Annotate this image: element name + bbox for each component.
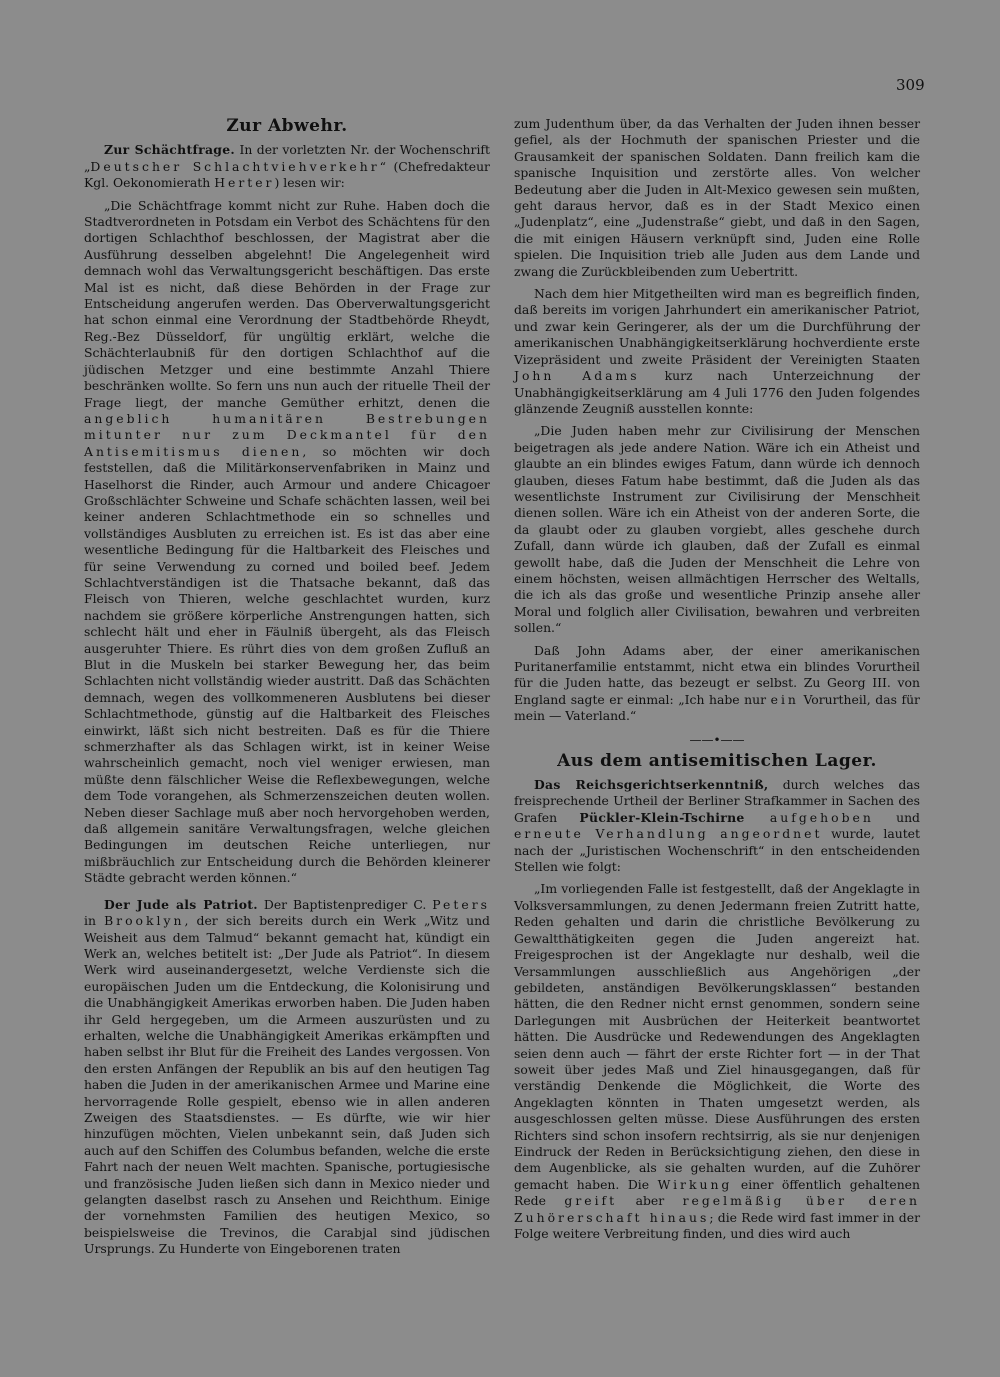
paragraph-urteil-quote: „Im vorliegenden Falle ist festgestellt, daß der Angeklagte in Volksversammlungen, zu denen Jedermann freien Zutritt hatte, Reden gehalten und darin die christliche Bevölkerung zu Gewaltthätigkeiten gegen die Juden angereizt hat. Freigesprochen ist der Angeklagte nur deshalb, weil die Versammlungen ausschließlich aus Angehörigen „der gebildeten, anständigen Bevölkerungsklassen“ bestanden hätten, die den Redner nicht ernst genommen, sondern seine Darlegungen mit Ausbrüchen der Heiterkeit beantwortet hätten. Die Ausdrücke und Redewendungen des Angeklagten seien denn auch — fährt der erste Richter fort — in der That soweit über jedes Maß und Ziel hinausgegangen, daß für verständig Denkende die Möglichkeit, die Worte des Angeklagten könnten in Thaten umgesetzt werden, als ausgeschlossen gelten müsse. Diese Ausführungen des ersten Richters sind schon insofern rechtsirrig, als sie nur denjenigen Eindruck der Reden in Berücksichtigung ziehen, den diese in dem Augenblicke, als sie gehalten wurden, auf die Zuhörer gemacht haben. Die Wirkung einer öffentlich gehaltenen Rede greift aber regelmäßig über deren Zuhörerschaft hinaus; die Rede wird fast immer in der Folge weitere Verbreitung finden, und dies wird auch <box>514 881 920 1241</box>
article-schaechtfrage-quote: „Die Schächtfrage kommt nicht zur Ruhe. Haben doch die Stadtverordneten in Potsdam ein Verbot des Schächtens für den dortigen Schlachthof beschlossen, der Magistrat aber die Ausführung desselben abgelehnt! Die Angelegenheit wird demnach wohl das Verwaltungsgericht beschäftigen. Das erste Mal ist es nicht, daß diese Behörden in der Frage zur Entscheidung angerufen werden. Das Oberverwaltungsgericht hat schon einmal eine Verordnung der Stadtbehörde Rheydt, Reg.-Bez Düsseldorf, für ungültig erklärt, welche die Schächterlaubniß für den dortigen Schlachthof auf die jüdischen Metzger und eine bestimmte Anzahl Thiere beschränken wollte. So fern uns nun auch der rituelle Theil der Frage liegt, der manche Gemüther erhitzt, denen die angeblich humanitären Bestrebungen mitunter nur zum Deckmantel für den Antisemitismus dienen, so möchten wir doch feststellen, daß die Militärkonservenfabriken in Mainz und Haselhorst die Rinder, auch Armour und andere Chicagoer Großschlächter Schweine und Schafe schächten lassen, weil bei keiner anderen Schlachtmethode ein so schnelles und vollständiges Ausbluten zu erreichen ist. Es ist das aber eine wesentliche Bedingung für die Haltbarkeit des Fleisches und für seine Verwendung zu corned und boiled beef. Jedem Schlachtverständigen ist die Thatsache bekannt, daß das Fleisch von Thieren, welche geschlachtet wurden, kurz nachdem sie größere körperliche Anstrengungen hatten, sich schlecht hält und eher in Fäulniß übergeht, als das Fleisch ausgeruhter Thiere. Es rührt dies von dem großen Zufluß an Blut in die Muskeln bei starker Bewegung her, das beim Schlachten nicht vollständig wieder austritt. Daß das Schächten demnach, wegen des vollkommeneren Ausblutens bei dieser Schlachtmethode, günstig auf die Haltbarkeit des Fleisches einwirkt, läßt sich nicht bestreiten. Daß es für die Thiere schmerzhafter als das Schlagen wirkt, ist in keiner Weise wahrscheinlich gemacht, noch viel weniger erwiesen, man müßte denn fälschlicher Weise die Reflexbewegungen, welche dem Tode vorangehen, als Schmerzenszeichen deuten wollen. Neben dieser Sachlage muß aber noch hervorgehoben werden, daß allgemein sanitäre Verwaltungsfragen, welche gleichen Bedingungen im deutschen Reiche unterliegen, nur mißbräuchlich zur Entscheidung durch die Behörden kleinerer Städte gebracht werden können.“ <box>84 197 490 886</box>
article-reichsgerichtserkenntnis: Das Reichsgerichtserkenntniß, durch welches das freisprechende Urtheil der Berliner Strafkammer in Sachen des Grafen Pückler-Klein-Tschirne aufgehoben und erneute Verhandlung angeordnet wurde, lautet nach der „Juristischen Wochenschrift“ in den entscheidenden Stellen wie folgt: <box>514 777 920 875</box>
section-heading-antisemitisches-lager: Aus dem antisemitischen Lager. <box>557 750 877 771</box>
left-column <box>84 116 490 1258</box>
run-in-title: Der Jude als Patriot. <box>104 896 258 912</box>
paragraph-adams-quote: „Die Juden haben mehr zur Civilisirung der Menschen beigetragen als jede andere Nation. Wäre ich ein Atheist und glaubte an ein blindes ewiges Fatum, dann würde ich dennoch glauben, dieses Fatum habe bestimmt, daß die Juden als das wesentlichste Instrument zur Civilisirung der Menschheit dienen sollen. Wäre ich ein Atheist von der anderen Sorte, die da glaubt oder zu glauben vorgiebt, alles geschehe durch Zufall, dann würde ich glauben, daß der Zufall es einmal gewollt habe, daß die Juden der Menschheit die Lehre von einem höchsten, weisen allmächtigen Herrscher des Weltalls, die ich als das große und wesentliche Prinzip ansehe aller Moral und folglich aller Civilisation, bewahren und verbreiten sollen.“ <box>514 423 920 636</box>
right-column <box>514 116 920 1242</box>
section-heading-zur-abwehr: Zur Abwehr. <box>226 116 348 136</box>
article-jude-als-patriot: Der Jude als Patriot. Der Baptistenprediger C. Peters in Brooklyn, der sich bereits durch ein Werk „Witz und Weisheit aus dem Talmud“ bekannt gemacht hat, kündigt ein Werk an, welches betitelt ist: „Der Jude als Patriot“. In diesem Werk wird auseinandergesetzt, welche Verdienste sich die europäischen Juden um die Entdeckung, die Kolonisirung und die Unabhängigkeit Amerikas erworben haben. Die Juden haben ihr Geld hergegeben, um die Armeen auszurüsten und zu erhalten, welche die Unabhängigkeit Amerikas erkämpften und haben selbst ihr Blut für die Freiheit des Landes vergossen. Von den ersten Anfängen der Republik an bis auf den heutigen Tag haben die Juden in der amerikanischen Armee und Marine eine hervorragende Rolle gespielt, ebenso wie in allen anderen Zweigen des Staatsdienstes. — Es dürfte, wie wir hier hinzufügen möchten, Vielen unbekannt sein, daß Juden sich auch auf den Schiffen des Columbus befanden, welche die erste Fahrt nach der neuen Welt machten. Spanische, portugiesische und französische Juden ließen sich dann in Mexico nieder und gelangten daselbst rasch zu Ansehen und Reichthum. Einige der vornehmsten Familien des heutigen Mexico, so beispielsweise die Trevinos, die Carabjal sind jüdischen Ursprungs. Zu Hunderte von Eingeborenen traten <box>84 896 490 1257</box>
article-schaechtfrage-intro: Zur Schächtfrage. In der vorletzten Nr. der Wochenschrift „Deutscher Schlachtviehverkehr“ (Chefredakteur Kgl. Oekonomierath Herter) lesen wir: <box>84 142 490 191</box>
run-in-title: Zur Schächtfrage. <box>104 142 236 158</box>
paragraph-adams: Nach dem hier Mitgetheilten wird man es begreiflich finden, daß bereits im vorigen Jahrhundert ein amerikanischer Patriot, und zwar kein Geringerer, als der um die Durchführung der amerikanischen Unabhängigkeitserklärung hochverdiente erste Vizepräsident und zweite Präsident der Vereinigten Staaten John Adams kurz nach Unterzeichnung der Unabhängigkeitserklärung am 4 Juli 1776 den Juden folgendes glänzende Zeugniß ausstellen konnte: <box>514 286 920 416</box>
paragraph-vaterland: Daß John Adams aber, der einer amerikanischen Puritanerfamilie entstammt, nicht etwa ein blindes Vorurtheil für die Juden hatte, das bezeugt er selbst. Zu Georg III. von England sagte er einmal: „Ich habe nur ein Vorurtheil, das für mein — Vaterland.“ <box>514 642 920 724</box>
paragraph-continuation: zum Judenthum über, da das Verhalten der Juden ihnen besser gefiel, als der Hochmuth der spanischen Priester und die Grausamkeit der spanischen Soldaten. Dann freilich kam die spanische Inquisition und zerstörte alles. Von welcher Bedeutung aber die Juden in Alt-Mexico gewesen sein mußten, geht daraus hervor, daß es in der Stadt Mexico einen „Judenplatz“, eine „Judenstraße“ giebt, und daß in den Sagen, die mit einigen Häusern verknüpft sind, Juden eine Rolle spielen. Die Inquisition trieb alle Juden aus dem Lande und zwang die Zurückbleibenden zum Uebertritt. <box>514 116 920 279</box>
section-separator: ——•—— <box>689 732 745 747</box>
run-in-title: Das Reichsgerichtserkenntniß, <box>534 777 769 793</box>
page-number: 309 <box>896 76 925 94</box>
